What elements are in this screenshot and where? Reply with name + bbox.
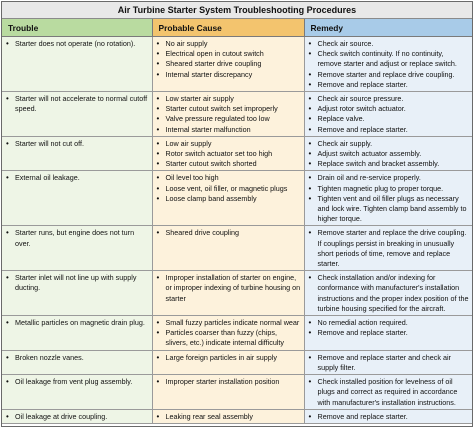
bullet-item: • Small fuzzy particles indicate normal wear xyxy=(156,318,301,328)
table-row xyxy=(2,409,472,423)
bullet-item: • Starter does not operate (no rotation). xyxy=(5,39,149,49)
bullet-item: • Remove and replace starter. xyxy=(308,328,470,338)
remedy-cell xyxy=(304,409,472,423)
bullet-item: • No remedial action required. xyxy=(308,318,470,328)
trouble-cell xyxy=(2,316,152,351)
bullet-item: • Replace switch and bracket assembly. xyxy=(308,159,470,169)
bullet-item: • Low air supply xyxy=(156,139,301,149)
bullet-item: • Leaking rear seal assembly xyxy=(156,412,301,422)
trouble-cell xyxy=(2,409,152,423)
bullet-item: • Large foreign particles in air supply xyxy=(156,353,301,363)
cause-cell xyxy=(152,350,304,374)
cause-cell xyxy=(152,226,304,271)
cause-cell xyxy=(152,271,304,316)
bullet-item: • Check switch continuity. If no continuity, remove starter and adjust or replace switch. xyxy=(308,49,470,69)
bullet-item: • Metallic particles on magnetic drain plug. xyxy=(5,318,149,328)
remedy-cell xyxy=(304,136,472,171)
header-row xyxy=(2,19,472,37)
bullet-item: • Oil leakage at drive coupling. xyxy=(5,412,149,422)
bullet-item: • Particles coarser than fuzzy (chips, slivers, etc.) indicate internal difficulty xyxy=(156,328,301,348)
table-title: Air Turbine Starter System Troubleshooting Procedures xyxy=(2,2,472,19)
bullet-item: • Oil level too high xyxy=(156,173,301,183)
table-row xyxy=(2,37,472,92)
bullet-item: • Sheared starter drive coupling xyxy=(156,59,301,69)
remedy-cell xyxy=(304,37,472,92)
trouble-cell xyxy=(2,271,152,316)
bullet-item: • Remove starter and replace the drive coupling. If couplings persist in breaking in unusually short periods of time, remove and replace starter. xyxy=(308,228,470,269)
bullet-item: • Electrical open in cutout switch xyxy=(156,49,301,59)
bullet-item: • Valve pressure regulated too low xyxy=(156,114,301,124)
bullet-item: • Starter runs, but engine does not turn over. xyxy=(5,228,149,248)
cause-cell xyxy=(152,136,304,171)
bullet-item: • Check installation and/or indexing for conformance with manufacturer's installation instructions and the proper index position of the turbine housing specified for the aircraft. xyxy=(308,273,470,314)
table-row xyxy=(2,92,472,137)
bullet-item: • External oil leakage. xyxy=(5,173,149,183)
remedy-cell xyxy=(304,271,472,316)
table-row xyxy=(2,350,472,374)
bullet-item: • Check air source. xyxy=(308,39,470,49)
cause-cell xyxy=(152,171,304,226)
troubleshooting-table-panel xyxy=(1,1,473,427)
bullet-item: • Loose clamp band assembly xyxy=(156,194,301,204)
bullet-item: • Improper starter installation position xyxy=(156,377,301,387)
bullet-item: • Starter will not cut off. xyxy=(5,139,149,149)
table-row xyxy=(2,375,472,410)
remedy-cell xyxy=(304,226,472,271)
bullet-item: • Starter will not accelerate to normal cutoff speed. xyxy=(5,94,149,114)
bullet-item: • Starter cutout switch shorted xyxy=(156,159,301,169)
table-body xyxy=(2,37,472,424)
cause-cell xyxy=(152,316,304,351)
header-trouble: Trouble xyxy=(2,19,152,37)
trouble-cell xyxy=(2,375,152,410)
cause-cell xyxy=(152,409,304,423)
bullet-item: • Remove and replace starter. xyxy=(308,412,470,422)
bullet-item: • Remove and replace starter. xyxy=(308,80,470,90)
bullet-item: • Adjust switch actuator assembly. xyxy=(308,149,470,159)
header-probable-cause: Probable Cause xyxy=(152,19,304,37)
bullet-item: • Oil leakage from vent plug assembly. xyxy=(5,377,149,387)
troubleshooting-table xyxy=(2,19,472,424)
table-row xyxy=(2,316,472,351)
bullet-item: • Replace valve. xyxy=(308,114,470,124)
header-remedy: Remedy xyxy=(304,19,472,37)
bullet-item: • No air supply xyxy=(156,39,301,49)
bullet-item: • Broken nozzle vanes. xyxy=(5,353,149,363)
bullet-item: • Adjust rotor switch actuator. xyxy=(308,104,470,114)
trouble-cell xyxy=(2,136,152,171)
bullet-item: • Starter cutout switch set improperly xyxy=(156,104,301,114)
bullet-item: • Low starter air supply xyxy=(156,94,301,104)
cause-cell xyxy=(152,92,304,137)
table-row xyxy=(2,271,472,316)
bullet-item: • Tighten magnetic plug to proper torque. xyxy=(308,184,470,194)
bullet-item: • Improper installation of starter on engine, or improper indexing of turbine housing on starter xyxy=(156,273,301,304)
remedy-cell xyxy=(304,316,472,351)
bullet-item: • Sheared drive coupling xyxy=(156,228,301,238)
bullet-item: • Starter inlet will not line up with supply ducting. xyxy=(5,273,149,293)
trouble-cell xyxy=(2,350,152,374)
remedy-cell xyxy=(304,92,472,137)
table-row xyxy=(2,136,472,171)
table-row xyxy=(2,226,472,271)
remedy-cell xyxy=(304,171,472,226)
bullet-item: • Remove and replace starter and check air supply filter. xyxy=(308,353,470,373)
remedy-cell xyxy=(304,375,472,410)
cause-cell xyxy=(152,375,304,410)
bullet-item: • Internal starter discrepancy xyxy=(156,70,301,80)
bullet-item: • Remove starter and replace drive coupling. xyxy=(308,70,470,80)
bullet-item: • Rotor switch actuator set too high xyxy=(156,149,301,159)
bullet-item: • Loose vent, oil filler, or magnetic plugs xyxy=(156,184,301,194)
trouble-cell xyxy=(2,37,152,92)
bullet-item: • Check air supply. xyxy=(308,139,470,149)
trouble-cell xyxy=(2,92,152,137)
bullet-item: • Check air source pressure. xyxy=(308,94,470,104)
cause-cell xyxy=(152,37,304,92)
bullet-item: • Internal starter malfunction xyxy=(156,125,301,135)
bullet-item: • Drain oil and re-service properly. xyxy=(308,173,470,183)
bullet-item: • Tighten vent and oil filler plugs as necessary and lock wire. Tighten clamp band assembly to higher torque. xyxy=(308,194,470,225)
bullet-item: • Check installed position for levelness of oil plugs and correct as required in accordance with manufacturer's installation instructions. xyxy=(308,377,470,408)
trouble-cell xyxy=(2,171,152,226)
bullet-item: • Remove and replace starter. xyxy=(308,125,470,135)
remedy-cell xyxy=(304,350,472,374)
table-row xyxy=(2,171,472,226)
trouble-cell xyxy=(2,226,152,271)
